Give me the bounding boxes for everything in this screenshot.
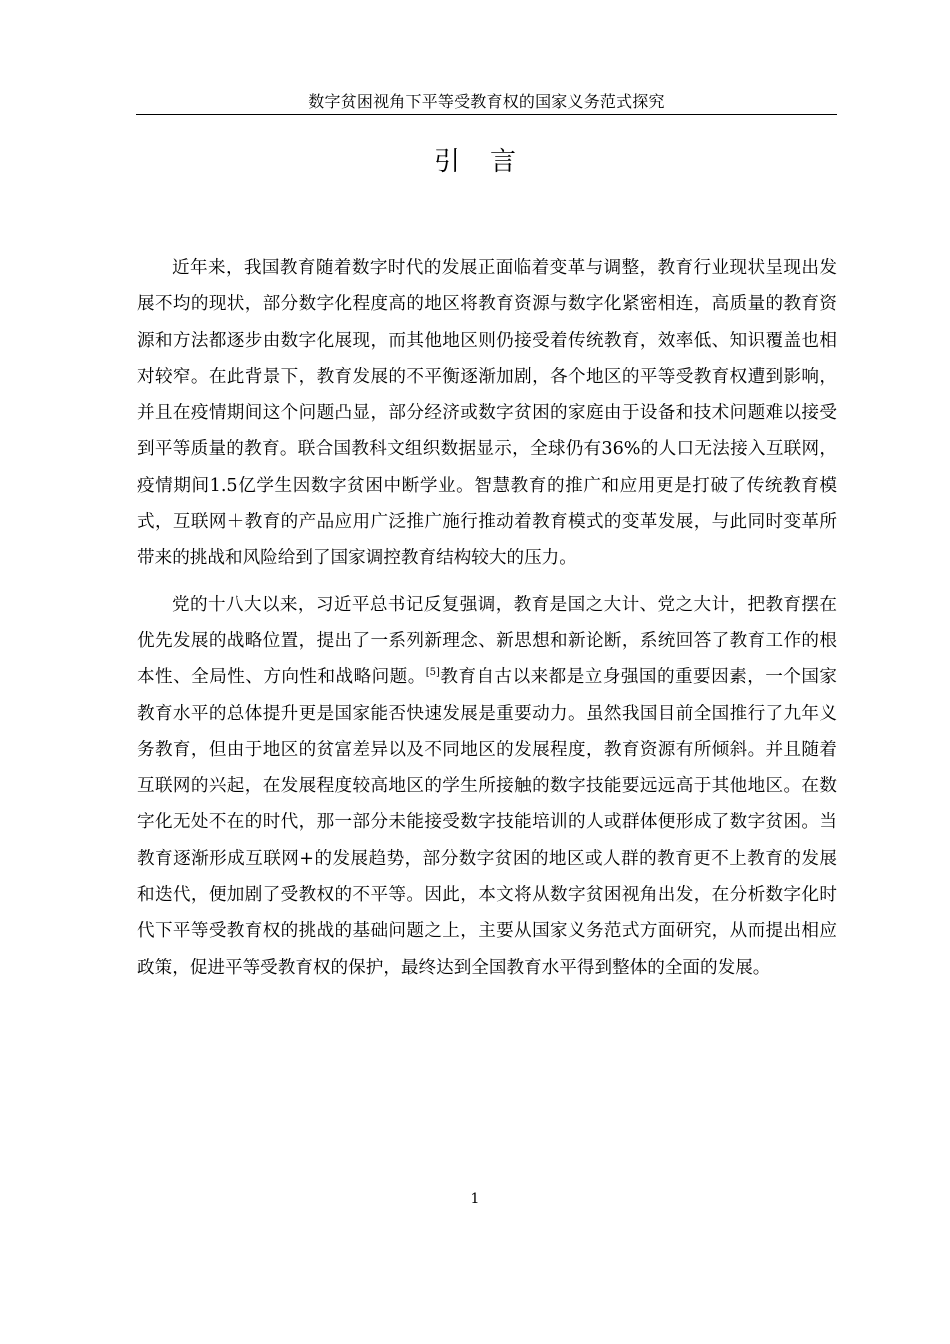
paragraph-1: 近年来，我国教育随着数字时代的发展正面临着变革与调整，教育行业现状呈现出发展不均的现状，部分数字化程度高的地区将教育资源与数字化紧密相连，高质量的教育资源和方法都逐步由数字化展现，而其他地区则仍接受着传统教育，效率低、知识覆盖也相对较窄。在此背景下，教育发展的不平衡逐渐加剧，各个地区的平等受教育权遭到影响，并且在疫情期间这个问题凸显，部分经济或数字贫困的家庭由于设备和技术问题难以接受到平等质量的教育。联合国教科文组织数据显示，全球仍有36%的人口无法接入互联网，疫情期间1.5亿学生因数字贫困中断学业。智慧教育的推广和应用更是打破了传统教育模式，互联网＋教育的产品应用广泛推广施行推动着教育模式的变革发展，与此同时变革所带来的挑战和风险给到了国家调控教育结构较大的压力。 xyxy=(137,258,837,569)
running-header-title: 数字贫困视角下平等受教育权的国家义务范式探究 xyxy=(308,92,665,111)
paragraph-2-text-after-citation: 教育自古以来都是立身强国的重要因素，一个国家教育水平的总体提升更是国家能否快速发展是重要动力。虽然我国目前全国推行了九年义务教育，但由于地区的贫富差异以及不同地区的发展程度，教育资源有所倾斜。并且随着互联网的兴起，在发展程度较高地区的学生所接触的数字技能要远远高于其他地区。在数字化无处不在的时代，那一部分未能接受数字技能培训的人或群体便形成了数字贫困。当教育逐渐形成互联网+的发展趋势，部分数字贫困的地区或人群的教育更不上教育的发展和迭代，便加剧了受教权的不平等。因此，本文将从数字贫困视角出发，在分析数字化时代下平等受教育权的挑战的基础问题之上，主要从国家义务范式方面研究，从而提出相应政策，促进平等受教育权的保护，最终达到全国教育水平得到整体的全面的发展。 xyxy=(137,667,837,978)
paragraph-2 xyxy=(137,587,837,986)
paragraph-2-text-before-citation: 党的十八大以来，习近平总书记反复强调，教育是国之大计、党之大计，把教育摆在优先发展的战略位置，提出了一系列新理念、新思想和新论断，系统回答了教育工作的根本性、全局性、方向性和战略问题。 xyxy=(137,594,837,688)
section-title: 引言 xyxy=(433,147,546,177)
body-text xyxy=(137,250,837,986)
page-number: 1 xyxy=(470,1191,480,1207)
running-header xyxy=(136,92,837,115)
citation-reference: [5] xyxy=(425,667,440,679)
